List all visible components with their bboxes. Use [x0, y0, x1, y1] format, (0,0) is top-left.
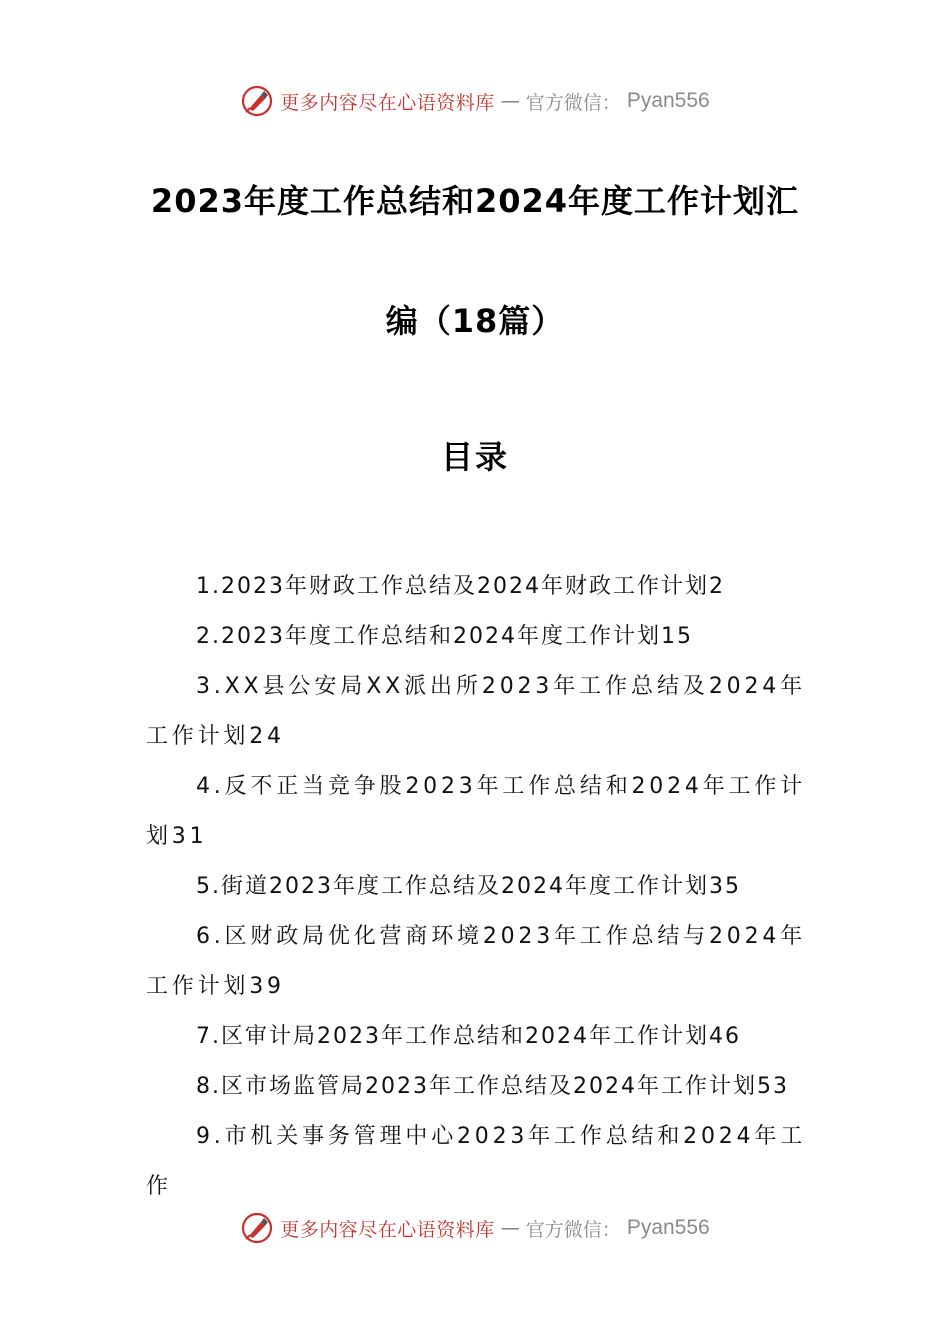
- toc-item-8[interactable]: 8.区市场监管局2023年工作总结及2024年工作计划53: [196, 1074, 789, 1099]
- toc-item-4[interactable]: 4.反不正当竞争股2023年工作总结和2024年工作计划31: [146, 774, 806, 849]
- pen-nib-logo-icon: [240, 84, 274, 118]
- banner-official-label: 官方微信：: [525, 1218, 621, 1241]
- banner-official-label: 官方微信：: [525, 91, 621, 114]
- banner-dash: —: [500, 1217, 520, 1239]
- table-of-contents: [146, 562, 806, 1212]
- banner-text: 更多内容尽在心语资料库: [280, 1218, 495, 1241]
- toc-item-6[interactable]: 6.区财政局优化营商环境2023年工作总结与2024年工作计划39: [146, 924, 806, 999]
- footer-banner: [0, 1211, 950, 1251]
- toc-item-1[interactable]: 1.2023年财政工作总结及2024年财政工作计划2: [196, 574, 725, 599]
- header-banner: [0, 84, 950, 124]
- toc-item-5[interactable]: 5.街道2023年度工作总结及2024年度工作计划35: [196, 874, 741, 899]
- toc-item-3[interactable]: 3.XX县公安局XX派出所2023年工作总结及2024年工作计划24: [146, 674, 806, 749]
- document-title-line-2: 编（18篇）: [385, 302, 565, 340]
- toc-item-7[interactable]: 7.区审计局2023年工作总结和2024年工作计划46: [196, 1024, 741, 1049]
- toc-heading: 目录: [440, 438, 509, 476]
- toc-item-9[interactable]: 9.市机关事务管理中心2023年工作总结和2024年工作: [146, 1124, 806, 1199]
- banner-wechat-id: Pyan556: [626, 89, 710, 112]
- banner-text: 更多内容尽在心语资料库: [280, 91, 495, 114]
- toc-item-2[interactable]: 2.2023年度工作总结和2024年度工作计划15: [196, 624, 693, 649]
- banner-wechat-id: Pyan556: [626, 1216, 710, 1239]
- banner-dash: —: [500, 90, 520, 112]
- document-title-line-1: 2023年度工作总结和2024年度工作计划汇: [150, 182, 800, 220]
- pen-nib-logo-icon: [240, 1211, 274, 1245]
